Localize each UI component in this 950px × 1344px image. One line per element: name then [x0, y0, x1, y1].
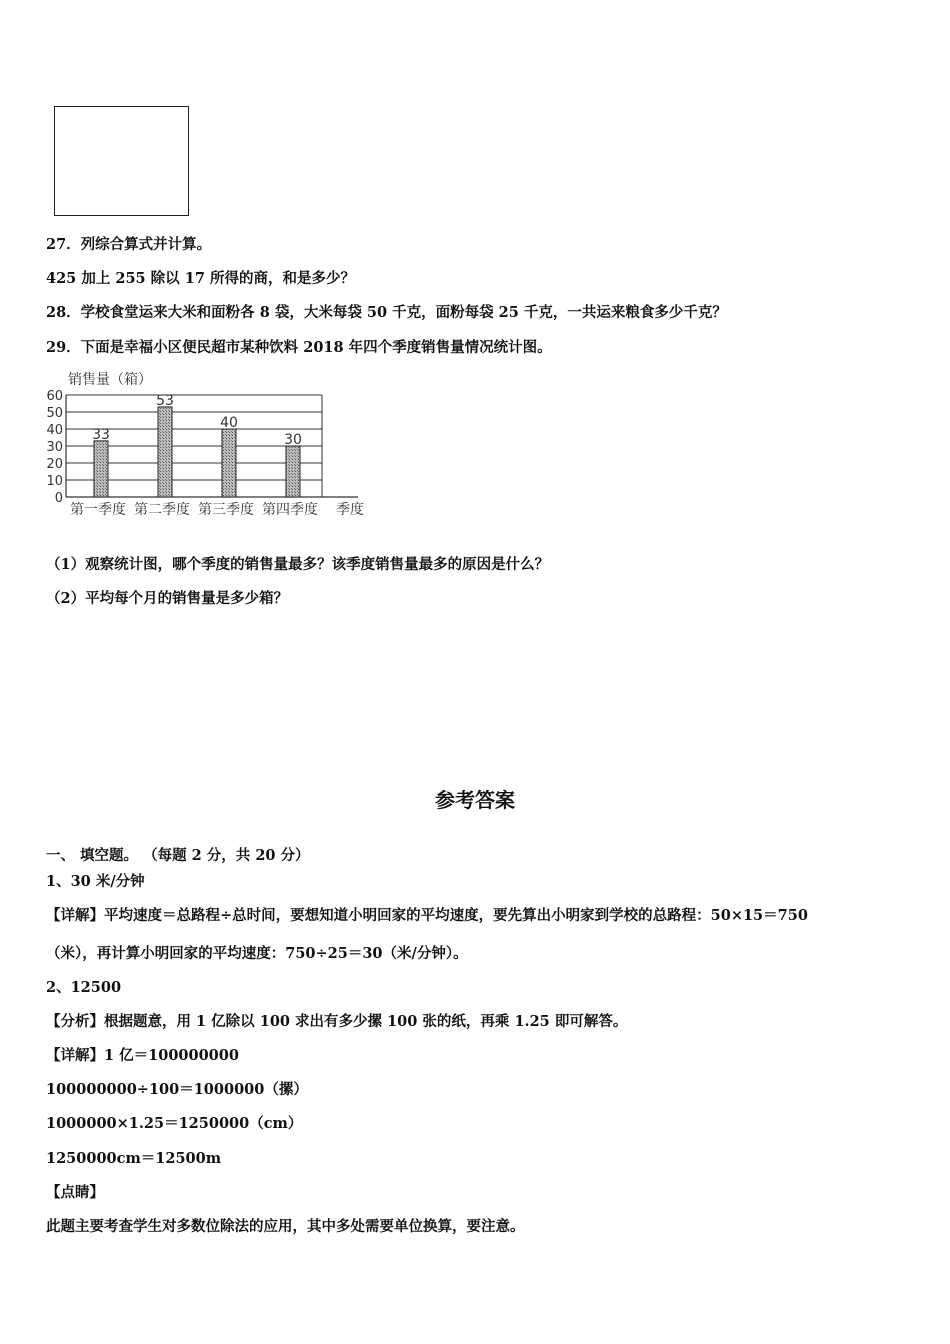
answer-2-analysis: 【分析】根据题意，用 1 亿除以 100 求出有多少摞 100 张的纸，再乘 1.25 即可解答。: [46, 1013, 628, 1030]
question-29-part-2: （2）平均每个月的销售量是多少箱？: [46, 590, 289, 607]
bar-value-label: 40: [220, 415, 238, 431]
y-axis-label: 销售量（箱）: [68, 372, 152, 388]
question-27-text: 425 加上 255 除以 17 所得的商，和是多少？: [46, 270, 355, 287]
bar-value-label: 33: [92, 426, 110, 443]
section-1-heading: 一、 填空题。 （每题 2 分，共 20 分）: [46, 847, 310, 864]
answer-1: 1、30 米/分钟: [46, 873, 145, 890]
sales-bar-chart: [40, 366, 380, 522]
x-tick-label: 第一季度: [70, 502, 126, 518]
answer-2-tip-label: 【点睛】: [46, 1184, 104, 1201]
answer-1-detail-line-1: 【详解】平均速度＝总路程÷总时间，要想知道小明回家的平均速度，要先算出小明家到学校的总路程：50×15＝750: [46, 907, 808, 924]
question-27-title: 27．列综合算式并计算。: [46, 236, 212, 253]
y-tick-label: 20: [46, 457, 63, 472]
answer-2-detail-line-2: 100000000÷100＝1000000（摞）: [46, 1081, 308, 1098]
x-tick-label: 第三季度: [198, 502, 254, 518]
drawing-box: [54, 106, 189, 216]
y-tick-label: 40: [46, 423, 63, 438]
question-29-part-1: （1）观察统计图，哪个季度的销售量最多？该季度销售量最多的原因是什么？: [46, 556, 550, 573]
answer-1-detail-line-2: （米），再计算小明回家的平均速度：750÷25＝30（米/分钟）。: [46, 945, 468, 962]
answers-title: 参考答案: [435, 788, 515, 812]
y-tick-label: 50: [46, 406, 63, 421]
x-tick-label: 第二季度: [134, 502, 190, 518]
answer-2: 2、12500: [46, 979, 122, 996]
bar-1: [94, 441, 108, 497]
y-tick-label: 0: [54, 491, 63, 506]
x-tick-label: 第四季度: [262, 502, 318, 518]
y-tick-label: 10: [46, 474, 63, 489]
answer-2-detail-line-3: 1000000×1.25＝1250000（cm）: [46, 1115, 303, 1132]
answer-2-detail-line-4: 1250000cm＝12500m: [46, 1150, 222, 1167]
y-tick-label: 30: [46, 440, 63, 455]
bar-value-label: 30: [284, 432, 302, 448]
y-tick-label: 60: [46, 389, 63, 404]
bar-3: [222, 429, 236, 497]
bar-4: [286, 446, 300, 497]
question-29: 29．下面是幸福小区便民超市某种饮料 2018 年四个季度销售量情况统计图。: [46, 339, 552, 356]
question-28: 28．学校食堂运来大米和面粉各 8 袋，大米每袋 50 千克，面粉每袋 25 千克，一共运来粮食多少千克？: [46, 304, 727, 321]
x-axis-label: 季度: [336, 502, 364, 518]
answer-2-detail-line-1: 【详解】1 亿＝100000000: [46, 1047, 239, 1064]
bar-2: [158, 407, 172, 497]
bar-value-label: 53: [156, 392, 174, 409]
answer-2-tip-text: 此题主要考查学生对多数位除法的应用，其中多处需要单位换算，要注意。: [46, 1218, 525, 1235]
